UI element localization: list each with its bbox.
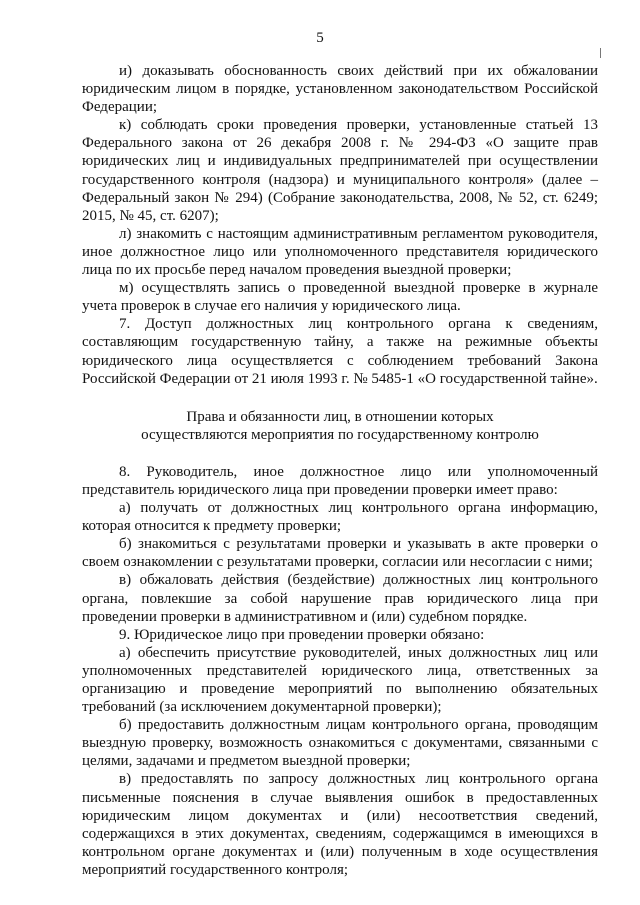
paragraph-7: 7. Доступ должностных лиц контрольного органа к сведениям, составляющим государственную тайну, а также на режимные объекты юридического лица осуществляется с соблюдением требований Закона Российской Федерации от 21 июля 1993 г. № 5485-1 «О государственной тайне».	[82, 316, 598, 387]
section-heading-line-1: Права и обязанности лиц, в отношении которых	[186, 408, 494, 425]
paragraph-8: 8. Руководитель, иное должностное лицо или уполномоченный представитель юридического лица при проведении проверки имеет право:	[82, 463, 598, 498]
paragraph-8-a: а) получать от должностных лиц контрольного органа информацию, которая относится к предмету проверки;	[82, 500, 598, 535]
page-number: 5	[316, 30, 324, 46]
paragraph-9-b: б) предоставить должностным лицам контрольного органа, проводящим выездную проверку, возможность ознакомиться с документами, связанными с целями, задачами и предметом выездной проверки;	[82, 717, 598, 770]
paragraph-8-b: б) знакомиться с результатами проверки и указывать в акте проверки о своем ознакомлении с результатами проверки, согласии или несогласии с ними;	[82, 536, 598, 571]
paragraph-9: 9. Юридическое лицо при проведении проверки обязано:	[119, 626, 485, 643]
paragraph-item-i: и) доказывать обоснованность своих действий при их обжаловании юридическим лицом в порядке, установленном законодательством Российской Федерации;	[82, 63, 598, 116]
section-heading	[82, 408, 598, 444]
paragraph-item-l: л) знакомить с настоящим административным регламентом руководителя, иное должностное лицо или уполномоченного представителя юридического лица по их просьбе перед началом проведения выездной проверки;	[82, 225, 598, 279]
paragraph-9-a: а) обеспечить присутствие руководителей, иных должностных лиц или уполномоченных представителей юридического лица, ответственных за организацию и проведение мероприятий по выполнению обязательных требований (за исключением документарной проверки);	[82, 644, 598, 716]
scan-mark	[600, 48, 601, 58]
paragraph-item-m: м) осуществлять запись о проведенной выездной проверке в журнале учета проверок в случае его наличия у юридического лица.	[82, 280, 598, 315]
paragraph-8-v: в) обжаловать действия (бездействие) должностных лиц контрольного органа, повлекшие за собой нарушение прав юридического лица при проведении проверки в административном и (или) судебном порядке.	[82, 572, 598, 625]
paragraph-9-v: в) предоставлять по запросу должностных лиц контрольного органа письменные пояснения в случае выявления ошибок в предоставленных юридическим лицом документах и (или) несоответствия сведений, содержащихся в этих документах, сведениям, содержащимся в имеющихся в контрольном органе документах и (или) полученным в ходе осуществления мероприятий государственного контроля;	[82, 771, 598, 878]
section-heading-line-2: осуществляются мероприятия по государственному контролю	[141, 426, 539, 443]
document-body	[82, 62, 598, 879]
paragraph-item-k: к) соблюдать сроки проведения проверки, установленные статьей 13 Федерального закона от 26 декабря 2008 г. № 294-ФЗ «О защите прав юридических лиц и индивидуальных предпринимателей при осуществлении государственного контроля (надзора) и муниципального контроля» (далее – Федеральный закон № 294) (Собрание законодательства, 2008, № 52, ст. 6249; 2015, № 45, ст. 6207);	[82, 117, 598, 224]
